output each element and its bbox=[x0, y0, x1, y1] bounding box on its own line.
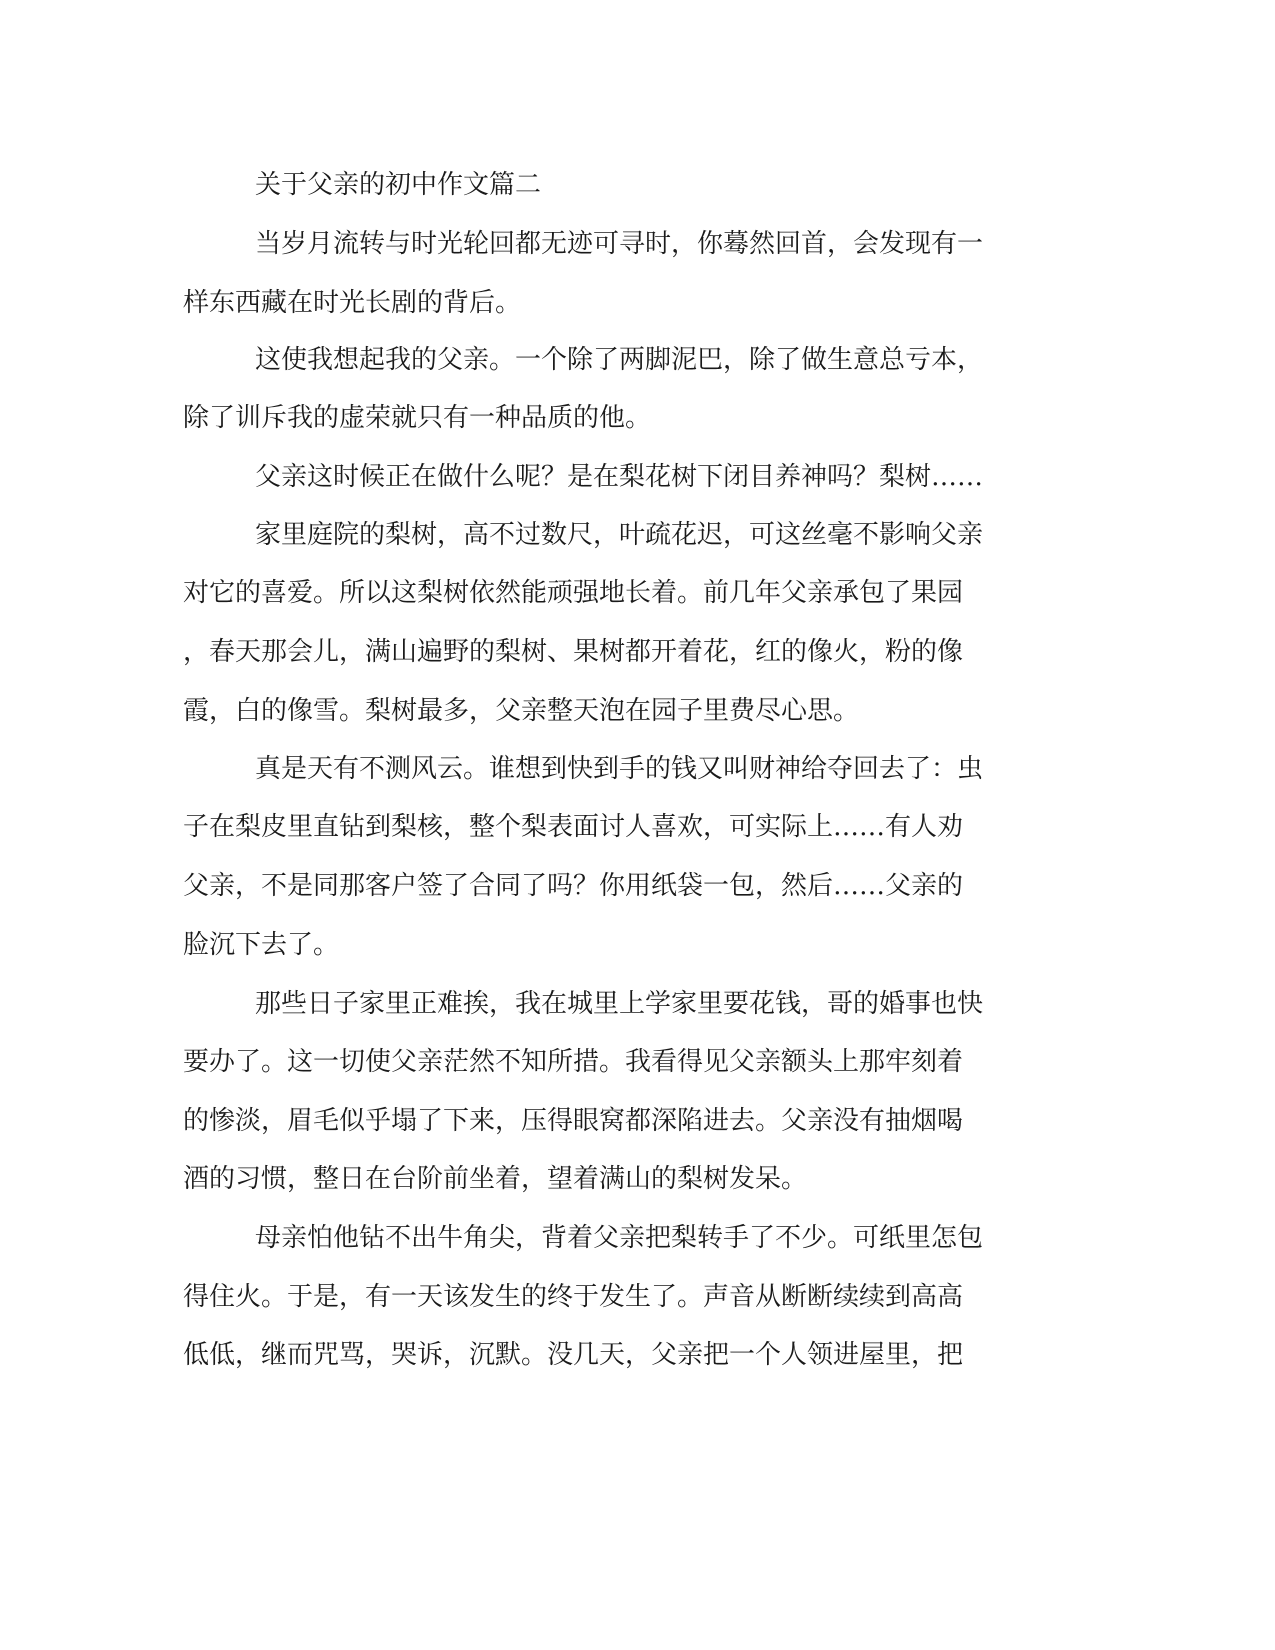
paragraph-line: 母亲怕他钻不出牛角尖，背着父亲把梨转手了不少。可纸里怎包 bbox=[255, 1223, 984, 1253]
paragraph-line: 真是天有不测风云。谁想到快到手的钱又叫财神给夺回去了：虫 bbox=[255, 754, 984, 784]
document-title: 关于父亲的初中作文篇二 bbox=[255, 170, 542, 200]
paragraph-line: 霞，白的像雪。梨树最多，父亲整天泡在园子里费尽心思。 bbox=[183, 696, 860, 726]
paragraph-line: 父亲这时候正在做什么呢？是在梨花树下闭目养神吗？梨树…… bbox=[255, 462, 984, 492]
paragraph-line: ，春天那会儿，满山遍野的梨树、果树都开着花，红的像火，粉的像 bbox=[183, 637, 964, 667]
paragraph-line: 父亲，不是同那客户签了合同了吗？你用纸袋一包，然后……父亲的 bbox=[183, 871, 964, 901]
paragraph-line: 得住火。于是，有一天该发生的终于发生了。声音从断断续续到高高 bbox=[183, 1282, 964, 1312]
paragraph-line: 脸沉下去了。 bbox=[183, 930, 340, 960]
paragraph-line: 当岁月流转与时光轮回都无迹可寻时，你蓦然回首，会发现有一 bbox=[255, 229, 984, 259]
paragraph-line: 要办了。这一切使父亲茫然不知所措。我看得见父亲额头上那牢刻着 bbox=[183, 1047, 964, 1077]
paragraph-line: 低低，继而咒骂，哭诉，沉默。没几天，父亲把一个人领进屋里，把 bbox=[183, 1340, 964, 1370]
paragraph-line: 除了训斥我的虚荣就只有一种品质的他。 bbox=[183, 403, 652, 433]
paragraph-line: 对它的喜爱。所以这梨树依然能顽强地长着。前几年父亲承包了果园 bbox=[183, 578, 964, 608]
paragraph-line: 子在梨皮里直钻到梨核，整个梨表面讨人喜欢，可实际上……有人劝 bbox=[183, 812, 964, 842]
paragraph-line: 那些日子家里正难挨，我在城里上学家里要花钱，哥的婚事也快 bbox=[255, 989, 984, 1019]
paragraph-line: 的惨淡，眉毛似乎塌了下来，压得眼窝都深陷进去。父亲没有抽烟喝 bbox=[183, 1106, 964, 1136]
paragraph-line: 酒的习惯，整日在台阶前坐着，望着满山的梨树发呆。 bbox=[183, 1164, 808, 1194]
paragraph-line: 这使我想起我的父亲。一个除了两脚泥巴，除了做生意总亏本， bbox=[255, 345, 984, 375]
paragraph-line: 家里庭院的梨树，高不过数尺，叶疏花迟，可这丝毫不影响父亲 bbox=[255, 520, 984, 550]
paragraph-line: 样东西藏在时光长剧的背后。 bbox=[183, 288, 522, 318]
